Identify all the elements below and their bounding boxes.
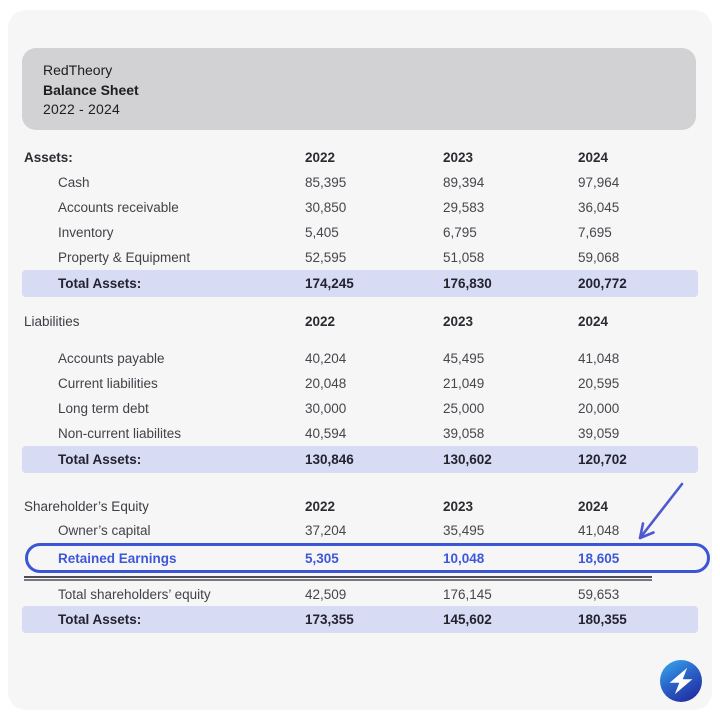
cell-value: 5,405	[305, 225, 339, 240]
table-row-accounts-payable	[8, 346, 712, 371]
year-header: 2024	[578, 313, 609, 329]
period-range: 2022 - 2024	[43, 101, 120, 117]
annotation-arrow-icon	[626, 478, 692, 556]
year-header: 2023	[443, 313, 474, 329]
cell-value: 59,653	[578, 586, 620, 602]
cell-value: 41,048	[578, 523, 620, 538]
total-label: Total Assets:	[58, 452, 142, 467]
table-row-retained-earnings-highlighted	[25, 543, 710, 573]
table-row-owners-capital	[8, 518, 712, 543]
cell-value: 52,595	[305, 250, 347, 265]
cell-value: 89,394	[443, 175, 485, 190]
row-label: Inventory	[58, 225, 114, 240]
table-row-inventory	[8, 220, 712, 245]
cell-value: 39,058	[443, 426, 485, 441]
cell-value: 40,204	[305, 351, 347, 366]
table-row-cash	[8, 170, 712, 195]
total-value: 130,846	[305, 452, 354, 467]
cell-value: 36,045	[578, 200, 620, 215]
lightning-bolt-logo-icon	[660, 660, 702, 702]
row-label: Accounts receivable	[58, 200, 179, 215]
assets-header-row	[8, 144, 712, 170]
row-label: Total shareholders’ equity	[58, 586, 211, 602]
year-header: 2023	[443, 498, 474, 514]
total-value: 174,245	[305, 276, 354, 291]
cell-value: 29,583	[443, 200, 485, 215]
cell-value: 51,058	[443, 250, 485, 265]
cell-value: 20,595	[578, 376, 620, 391]
cell-value: 39,059	[578, 426, 620, 441]
total-assets-row-equity	[22, 606, 698, 633]
cell-value: 20,048	[305, 376, 347, 391]
document-title: Balance Sheet	[43, 81, 139, 98]
header	[22, 48, 696, 130]
cell-value: 18,605	[578, 550, 620, 566]
section-title-assets: Assets:	[24, 149, 73, 165]
total-value: 200,772	[578, 276, 627, 291]
total-label: Total Assets:	[58, 612, 142, 627]
table-row-property-equipment	[8, 245, 712, 270]
row-label: Current liabilities	[58, 376, 158, 391]
total-assets-row-liabilities	[22, 446, 698, 473]
cell-value: 21,049	[443, 376, 485, 391]
table-row-current-liabilities	[8, 371, 712, 396]
year-header: 2024	[578, 498, 609, 514]
total-label: Total Assets:	[58, 276, 142, 291]
cell-value: 7,695	[578, 225, 612, 240]
total-value: 180,355	[578, 612, 627, 627]
row-label: Long term debt	[58, 401, 149, 416]
cell-value: 10,048	[443, 550, 485, 566]
table-row-accounts-receivable	[8, 195, 712, 220]
table-row-non-current-liabilities	[8, 421, 712, 446]
year-header: 2022	[305, 498, 336, 514]
year-header: 2022	[305, 313, 336, 329]
company-name: RedTheory	[43, 62, 113, 78]
cell-value: 41,048	[578, 351, 620, 366]
total-value: 173,355	[305, 612, 354, 627]
total-value: 145,602	[443, 612, 492, 627]
cell-value: 97,964	[578, 175, 620, 190]
cell-value: 25,000	[443, 401, 485, 416]
cell-value: 42,509	[305, 586, 347, 602]
cell-value: 40,594	[305, 426, 347, 441]
row-label: Retained Earnings	[58, 550, 177, 566]
total-value: 176,830	[443, 276, 492, 291]
double-rule-divider	[24, 576, 652, 581]
row-label: Non-current liabilites	[58, 426, 182, 441]
cell-value: 6,795	[443, 225, 477, 240]
cell-value: 5,305	[305, 550, 339, 566]
cell-value: 35,495	[443, 523, 485, 538]
year-header: 2023	[443, 149, 474, 165]
section-title-liabilities: Liabilities	[24, 313, 80, 329]
balance-sheet-card	[8, 10, 712, 710]
cell-value: 30,850	[305, 200, 347, 215]
row-label: Accounts payable	[58, 351, 165, 366]
cell-value: 176,145	[443, 586, 492, 602]
cell-value: 85,395	[305, 175, 347, 190]
total-value: 130,602	[443, 452, 492, 467]
year-header: 2022	[305, 149, 336, 165]
year-header: 2024	[578, 149, 609, 165]
cell-value: 45,495	[443, 351, 485, 366]
table-row-long-term-debt	[8, 396, 712, 421]
cell-value: 20,000	[578, 401, 620, 416]
total-assets-row-assets	[22, 270, 698, 297]
equity-header-row	[8, 494, 712, 518]
cell-value: 59,068	[578, 250, 620, 265]
row-label: Owner’s capital	[58, 523, 151, 538]
row-label: Property & Equipment	[58, 250, 191, 265]
table-row-total-shareholders-equity	[8, 582, 712, 606]
section-title-equity: Shareholder’s Equity	[24, 498, 149, 514]
cell-value: 30,000	[305, 401, 347, 416]
cell-value: 37,204	[305, 523, 347, 538]
liabilities-header-row	[8, 308, 712, 334]
total-value: 120,702	[578, 452, 627, 467]
row-label: Cash	[58, 175, 90, 190]
